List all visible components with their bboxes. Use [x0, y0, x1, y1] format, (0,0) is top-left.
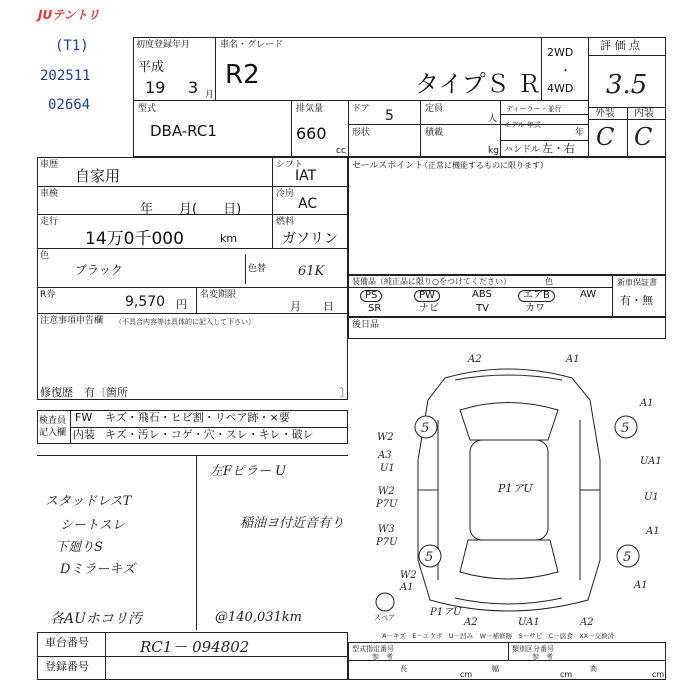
recycle-label: R券: [40, 290, 56, 300]
recycle-fee: 9,570: [125, 294, 166, 310]
type-value: DBA-RC1: [150, 122, 217, 140]
mark-a3-l: A3: [378, 450, 392, 461]
reg-month: 3: [188, 78, 199, 97]
mark-a1-rr: A1: [634, 580, 648, 591]
mark-a2-top: A2: [468, 354, 482, 365]
fw-items: キズ・飛石・ヒビ割・リペア跡・×要: [105, 411, 290, 424]
color-code: 61K: [298, 264, 325, 279]
equip-ps: PS: [360, 290, 382, 302]
model-year-label: モデル 年式: [504, 121, 541, 129]
equip-leather: カワ: [525, 303, 545, 314]
era: 平成: [138, 60, 165, 75]
displacement: 660: [296, 124, 327, 143]
mark-w2-l2: W2: [378, 486, 395, 497]
type-spec-label: 型式指定番号: [352, 645, 394, 653]
score: 3.5: [606, 70, 648, 100]
equip-tv: TV: [476, 303, 489, 314]
int-label: 内装: [73, 428, 95, 441]
doors-label: ドア: [352, 104, 370, 114]
shape-label: 形状: [352, 128, 371, 138]
handle-value: 左・右: [542, 142, 575, 155]
chassis-label: 車台番号: [45, 636, 89, 649]
interior-grade: C: [634, 123, 653, 151]
note-mirror: Dミラーキズ: [60, 562, 136, 577]
name-change-label: 名変期限: [200, 290, 237, 300]
sales-point-sub: （正常に機能するものに限ります）: [420, 161, 548, 170]
left-id-2: 202511: [40, 68, 91, 84]
chassis: RC1－ 094802: [140, 638, 250, 656]
drive-2wd: 2WD: [547, 46, 574, 59]
ac: AC: [298, 196, 318, 212]
car-diagram: [350, 340, 666, 640]
class-label: 類別区分番号: [512, 645, 554, 653]
fw-label: FW: [75, 411, 93, 424]
warranty-label: 新車保証書: [617, 278, 657, 287]
load-label: 積載: [425, 128, 444, 138]
left-id-3: 02664: [48, 97, 91, 113]
note-studless: スタッドレスT: [45, 494, 132, 509]
exterior-grade: C: [596, 123, 615, 151]
equip-airbag: エアB: [518, 290, 555, 302]
mark-a2-rear: A2: [464, 617, 478, 628]
drive-4wd: 4WD: [547, 82, 574, 95]
mark-w2-rl: W2: [400, 570, 417, 581]
score-label: 評 価 点: [600, 39, 640, 52]
fuel: ガソリン: [282, 231, 338, 247]
mark-a1-rl: A1: [400, 582, 414, 593]
sales-point-label: セールスポイント: [352, 161, 424, 171]
mark-a1-r: A1: [646, 526, 660, 537]
later-label: 後日品: [352, 320, 380, 330]
later-items-block: [348, 317, 666, 339]
center-label: P1アU: [498, 482, 533, 495]
mark-ua1-rear: UA1: [518, 617, 540, 628]
color-label: 色: [40, 251, 50, 261]
notes-label: 注意事項申告欄: [40, 316, 104, 326]
tire-fr: 5: [621, 421, 630, 436]
mark-a2-rear2: A2: [580, 617, 594, 628]
brand-logo: JUテントリ: [38, 8, 100, 22]
dealer-label: ディーラー・並行: [506, 105, 562, 113]
note-right-pillar: 左Fピラー U: [210, 464, 287, 479]
displacement-label: 排気量: [296, 104, 324, 114]
equipment-color-label: 色: [545, 277, 553, 286]
history: 自家用: [75, 167, 121, 185]
repair-label: 修復歴 有〔箇所: [40, 386, 128, 399]
tire-rr: 5: [623, 550, 632, 565]
sales-point-block: [348, 157, 666, 275]
inspection-label: 車検: [40, 189, 59, 199]
mark-p7u-l: P7U: [376, 499, 398, 510]
mark-w3-l: W3: [378, 524, 395, 535]
mileage: 14万0千000: [85, 229, 184, 249]
inspector-label: 検査員: [39, 416, 67, 426]
mark-a1-top: A1: [566, 354, 580, 365]
left-id-1: (T1): [55, 38, 89, 54]
note-noise: 稲油ヨ付近音有り: [240, 516, 345, 531]
note-mileage: @140,031km: [215, 610, 302, 625]
footer-right-block: [348, 642, 666, 680]
interior-label: 内装: [634, 108, 654, 119]
inspection-value: 年 月( 日): [140, 202, 242, 217]
mileage-label: 走行: [40, 217, 59, 227]
model-name: R2: [225, 60, 260, 90]
mark-u1-r: U1: [644, 492, 659, 503]
color-change-label: 色替: [248, 264, 267, 274]
exterior-label: 外装: [595, 108, 615, 119]
capacity-label: 定員: [425, 104, 444, 114]
history-label: 車歴: [40, 160, 59, 170]
length-label: 長: [400, 665, 407, 673]
equip-navi: ナビ: [419, 303, 439, 314]
shift: IAT: [295, 168, 317, 184]
color: ブラック: [75, 263, 123, 277]
first-reg-label: 初度登録年月: [136, 40, 191, 50]
height-label: 高: [590, 665, 597, 673]
note-underbody: 下廻りS: [55, 540, 103, 555]
equip-abs: ABS: [472, 289, 492, 300]
tire-rl: 5: [425, 550, 434, 565]
doors: 5: [385, 108, 394, 124]
equip-aw: AW: [580, 289, 597, 300]
mark-p1u-rear: P1アU: [430, 607, 462, 618]
car-name-label: 車名・グレード: [220, 40, 284, 50]
mark-w2-l: W2: [377, 432, 394, 443]
spare-label: スペア: [374, 614, 395, 622]
fuel-label: 燃料: [276, 217, 295, 227]
equip-sr: SR: [368, 303, 382, 314]
mark-a1-fr: A1: [640, 398, 654, 409]
shift-label: シフト: [276, 160, 304, 170]
note-dust: 各AUホコリ汚: [50, 611, 142, 627]
grade: タイプＳ Ｒ: [415, 70, 542, 98]
equipment-label: 装備品（純正品に限り○をつけてください）: [352, 277, 511, 286]
ac-label: 冷房: [276, 189, 295, 199]
type-label: 型式: [138, 104, 157, 114]
reg-year: 19: [145, 78, 166, 97]
reg-number-label: 登録番号: [45, 660, 89, 673]
warranty-value: 有・無: [620, 294, 653, 307]
mark-ua1-r: UA1: [640, 456, 662, 467]
damage-legend: A－キズ E－エクボ U－凹み W－補修跡 S－サビ C－腐食 XX－交換済: [382, 632, 615, 640]
int-items: キズ・汚レ・コゲ・穴・スレ・キレ・破レ: [105, 428, 314, 441]
name-change-value: 月 日: [290, 300, 334, 313]
equip-pw: PW: [414, 290, 440, 302]
tire-fl: 5: [421, 421, 430, 436]
mark-p7u-l2: P7U: [376, 537, 398, 548]
notes-sub: （不具合内容等は具体的に記入して下さい）: [115, 318, 255, 326]
mark-u1-l: U1: [380, 463, 395, 474]
note-seat: シートスレ: [60, 518, 125, 533]
width-label: 幅: [492, 665, 499, 673]
handle-label: ハンドル: [504, 145, 541, 155]
